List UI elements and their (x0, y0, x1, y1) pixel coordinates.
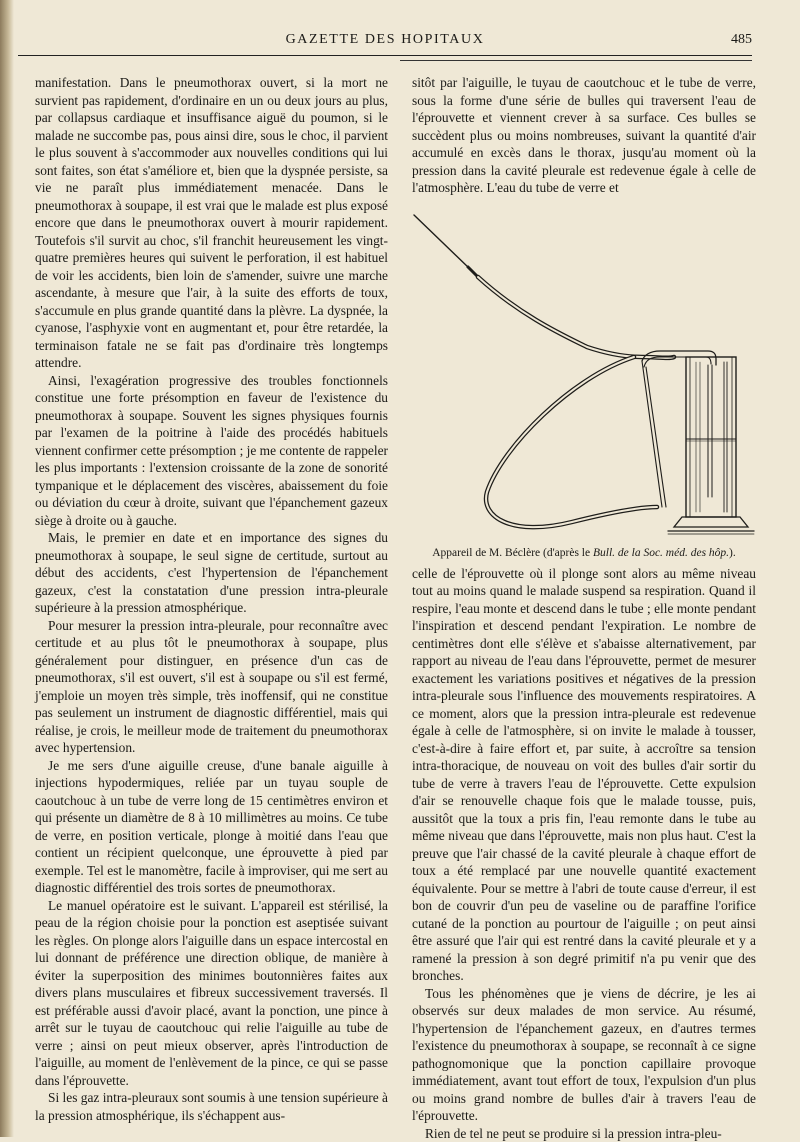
paragraph: Ainsi, l'exagération progressive des troubles fonctionnels constitue une forte présomption en faveur de l'existence du pneumothorax à soupape. Souvent les signes physiques fournis par l'examen de la poitrine à l'aide des procédés habituels viennent confirmer cette présomption ; je me contente de rappeler les plus importants : l'extension croissante de la zone de sonorité tympanique et le déplacement des viscères, abaissement du foie ou déviation du cœur à droite, suivant que l'épanchement gazeux siège à droite ou à gauche. (35, 372, 388, 530)
paragraph: manifestation. Dans le pneumothorax ouvert, si la mort ne survient pas rapidement, d'ordinaire en un ou deux jours au plus, par collapsus cardiaque et insuffisance aiguë du poumon, si le malade ne succombe pas, pous ainsi dire, sous le choc, il parvient le plus souvent à s'accommoder aux nouvelles conditions qui lui sont faites, son état s'améliore et, bien que la dyspnée persiste, sa vie ne paraît plus immédiatement menacée. Dans le pneumothorax à soupape, il est vrai que le malade est plus exposé encore que dans le pneumothorax ouvert à mourir rapidement. Toutefois s'il survit au choc, s'il franchit heureusement les vingt-quatre premières heures qui suivent le perforation, il est habituel de voir les accidents, bien loin de s'amender, suivre une marche ascendante, à mesure que l'air, à la suite des efforts de toux, s'accumule en plus grande quantité dans la plèvre. La dyspnée, la cyanose, l'asphyxie vont en augmentant et, pour être retardée, la terminaison fatale ne se fait pas d'ordinaire très longtemps attendre. (35, 74, 388, 372)
paragraph: Pour mesurer la pression intra-pleurale, pour reconnaître avec certitude et au plus tôt le pneumothorax à soupape, plus généralement pour distinguer, en présence d'un cas de pneumothorax, s'il est ouvert, s'il est à soupape ou s'il est fermé, j'emploie un moyen très simple, très inoffensif, qui ne constitue pas seulement un instrument de diagnostic différentiel, mais qui réalise, je crois, le meilleur mode de traitement du pneumothorax avec hypertension. (35, 617, 388, 757)
figure (412, 207, 756, 543)
caption-text: Appareil de M. Béclère (d'après le (432, 547, 593, 559)
figure-caption (412, 546, 756, 560)
paragraph: Mais, le premier en date et en importance des signes du pneumothorax à soupape, le seul signe de certitude, surtout au début des accidents, c'est l'hypertension de l'épanchement gazeux, c'est la constatation d'une pression intra-pleurale supérieure à la pression atmosphérique. (35, 529, 388, 617)
paragraph: Tous les phénomènes que je viens de décrire, je les ai observés sur deux malades de mon service. Au résumé, l'hypertension de l'épanchement gazeux, en d'autres termes l'existence du pneumothorax à soupape, se reconnaît à ce signe pathognomonique que la ponction capillaire provoque immédiatement, avant tout effort de toux, l'expulsion d'un plus ou moins grand nombre de bulles d'air à travers l'eau de l'éprouvette. (412, 985, 756, 1125)
paragraph: celle de l'éprouvette où il plonge sont alors au même niveau tout au moins quand le malade suspend sa respiration. Quand il respire, l'eau monte et descend dans le tube ; elle monte pendant l'inspiration et descend pendant l'expiration. Le nombre de centimètres dont elle s'élève et s'abaisse alternativement, par rapport au niveau de l'eau dans l'éprouvette, permet de mesurer exactement les variations positives et négatives de la pression intra-pleurale sous l'influence des mouvements respiratoires. A ce moment, alors que la pression intra-pleurale est redevenue égale à celle de l'atmosphère, si on invite le malade à tousser, c'est-à-dire à faire effort et, par suite, à accroître sa tension intra-thoracique, de nouveau on voit des bulles d'air sortir du tube de verre à travers l'eau de l'éprouvette. Cette expulsion d'air se renouvelle chaque fois que le malade tousse, puis, aussitôt que la toux a pris fin, l'eau remonte dans le tube au même niveau que dans l'éprouvette, mais non plus haut. C'est la preuve que l'air chassé de la cavité pleurale à chaque effort de toux a été remplacé par une nouvelle quantité exactement équivalente. Pour se mettre à l'abri de toute cause d'erreur, il est bon de couvrir d'un peu de vaseline ou de paraffine l'orifice cutané de la ponction au pourtour de l'aiguille ; on peut ainsi être assuré que l'air qui est rentré dans la cavité pleurale et y a ramené la pression à son degré primitif n'a pu venir que des bronches. (412, 565, 756, 985)
journal-title: GAZETTE DES HOPITAUX (18, 32, 752, 48)
paragraph: Je me sers d'une aiguille creuse, d'une banale aiguille à injections hypodermiques, reliée par un tuyau souple de caoutchouc à un tube de verre long de 15 centimètres environ et qui présente un diamètre de 8 à 10 millimètres au moins. Ce tube de verre, en position verticale, plonge à moitié dans l'eau que contient un récipient quelconque, une éprouvette à pied par exemple. Tel est le manomètre, facile à improviser, qui me sert au diagnostic différentiel des trois sortes de pneumothorax. (35, 757, 388, 897)
header-rule-secondary (400, 60, 752, 61)
right-column (412, 74, 756, 1142)
page-binding-edge (0, 0, 14, 1137)
header-rule (18, 55, 752, 56)
paragraph: Rien de tel ne peut se produire si la pression intra-pleu- (412, 1125, 756, 1142)
paragraph: Si les gaz intra-pleuraux sont soumis à une tension supérieure à la pression atmosphérique, ils s'échappent aus- (35, 1089, 388, 1124)
caption-text-end: ). (729, 547, 736, 559)
paragraph: Le manuel opératoire est le suivant. L'appareil est stérilisé, la peau de la région choisie pour la ponction est aseptisée suivant les règles. On plonge alors l'aiguille dans un espace intercostal en lui donnant de préférence une direction oblique, de manière à éviter la superposition des minimes boutonnières faites aux divers plans musculaires et fibreux successivement traversés. Il est préférable aussi d'avoir placé, avant la ponction, une pince à arrêt sur le tuyau de caoutchouc qui relie l'aiguille au tube de verre ; ainsi on peut mieux observer, après l'introduction de l'aiguille, au moment de l'enlèvement de la pince, ce qui se passe dans l'éprouvette. (35, 897, 388, 1090)
page-number: 485 (731, 32, 752, 48)
running-head (18, 32, 752, 52)
left-column (35, 74, 388, 1124)
caption-journal-title: Bull. de la Soc. méd. des hôp. (593, 547, 729, 559)
paragraph: sitôt par l'aiguille, le tuyau de caoutchouc et le tube de verre, sous la forme d'une série de bulles qui traversent l'eau de l'éprouvette et viennent crever à sa surface. Ces bulles se succèdent plus ou moins nombreuses, suivant la quantité d'air accumulé en excès dans le thorax, jusqu'au moment où la pression dans la cavité pleurale est redevenue égale à celle de l'atmosphère. L'eau du tube de verre et (412, 74, 756, 197)
syringe-manometer-illustration (412, 207, 756, 543)
